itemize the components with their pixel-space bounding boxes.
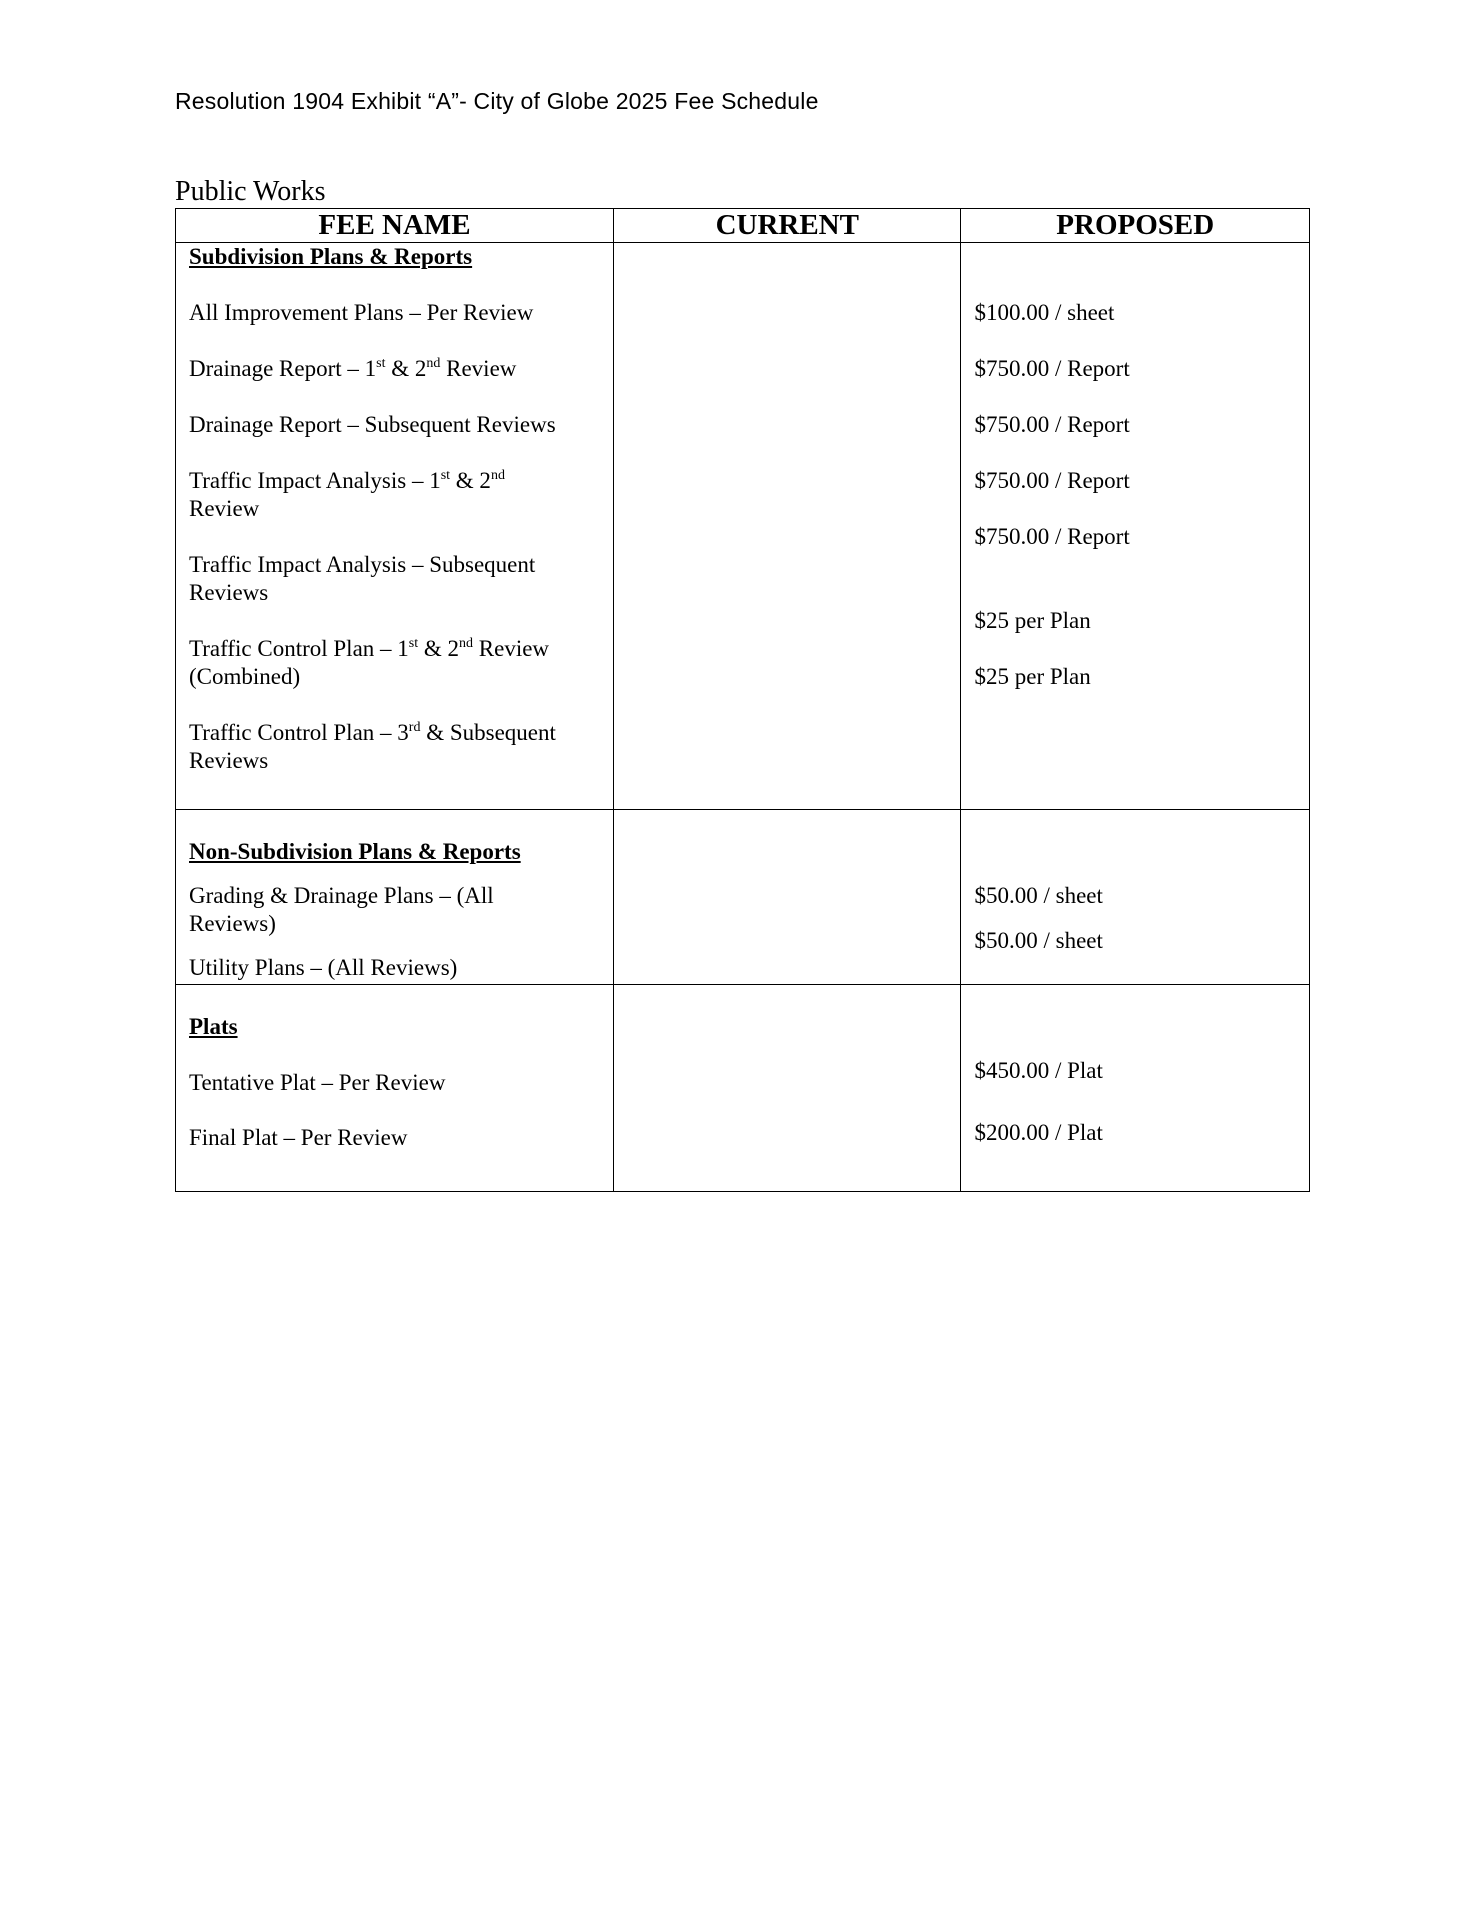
proposed-drainage-first: $750.00 / Report: [974, 356, 1130, 381]
proposed-drainage-subsequent: $750.00 / Report: [974, 412, 1130, 437]
table-header-row: [176, 209, 1310, 243]
fee-item-drainage-subsequent: Drainage Report – Subsequent Reviews: [189, 412, 556, 437]
fee-item-improvement-plans: All Improvement Plans – Per Review: [189, 300, 534, 325]
fee-item-tcp-first: Traffic Control Plan – 1st & 2nd Review (Combined): [189, 636, 550, 689]
fee-item-drainage-first: Drainage Report – 1st & 2nd Review: [189, 356, 517, 381]
table-row-non-subdivision: [176, 810, 1310, 985]
document-header: Resolution 1904 Exhibit “A”- City of Globe 2025 Fee Schedule: [175, 88, 819, 114]
proposed-cell-subdivision: [961, 243, 1310, 810]
proposed-tcp-third: $25 per Plan: [974, 664, 1091, 689]
proposed-tcp-first: $25 per Plan: [974, 608, 1091, 633]
proposed-tentative-plat: $450.00 / Plat: [974, 1058, 1103, 1083]
fee-item-tia-first: Traffic Impact Analysis – 1st & 2nd Review: [189, 468, 505, 521]
fee-item-tia-subsequent: Traffic Impact Analysis – Subsequent Reviews: [189, 552, 536, 605]
fee-item-final-plat: Final Plat – Per Review: [189, 1125, 408, 1150]
current-cell-non-subdivision: [614, 810, 961, 985]
proposed-final-plat: $200.00 / Plat: [974, 1120, 1103, 1145]
current-cell-plats: [614, 985, 961, 1192]
section-title: Public Works: [175, 176, 326, 207]
fee-name-cell-subdivision: [176, 243, 614, 810]
table-row-subdivision: [176, 243, 1310, 810]
fee-name-cell-non-subdivision: [176, 810, 614, 985]
plats-heading: Plats: [189, 1014, 238, 1039]
proposed-cell-plats: [961, 985, 1310, 1192]
column-header-proposed: PROPOSED: [961, 209, 1310, 243]
proposed-tia-subsequent: $750.00 / Report: [974, 524, 1130, 549]
proposed-grading-drainage: $50.00 / sheet: [974, 883, 1103, 908]
subdivision-heading: Subdivision Plans & Reports: [189, 244, 473, 269]
proposed-improvement-plans: $100.00 / sheet: [974, 300, 1115, 325]
proposed-tia-first: $750.00 / Report: [974, 468, 1130, 493]
fee-table: [175, 208, 1310, 1192]
column-header-current: CURRENT: [614, 209, 961, 243]
non-subdivision-heading: Non-Subdivision Plans & Reports: [189, 839, 521, 864]
current-cell-subdivision: [614, 243, 961, 810]
table-row-plats: [176, 985, 1310, 1192]
fee-item-tcp-third: Traffic Control Plan – 3rd & Subsequent Reviews: [189, 720, 556, 773]
fee-item-utility-plans: Utility Plans – (All Reviews): [189, 955, 458, 980]
fee-item-tentative-plat: Tentative Plat – Per Review: [189, 1070, 446, 1095]
column-header-fee-name: FEE NAME: [176, 209, 614, 243]
proposed-cell-non-subdivision: [961, 810, 1310, 985]
fee-name-cell-plats: [176, 985, 614, 1192]
fee-item-grading-drainage: Grading & Drainage Plans – (All Reviews): [189, 883, 494, 936]
proposed-utility-plans: $50.00 / sheet: [974, 928, 1103, 953]
